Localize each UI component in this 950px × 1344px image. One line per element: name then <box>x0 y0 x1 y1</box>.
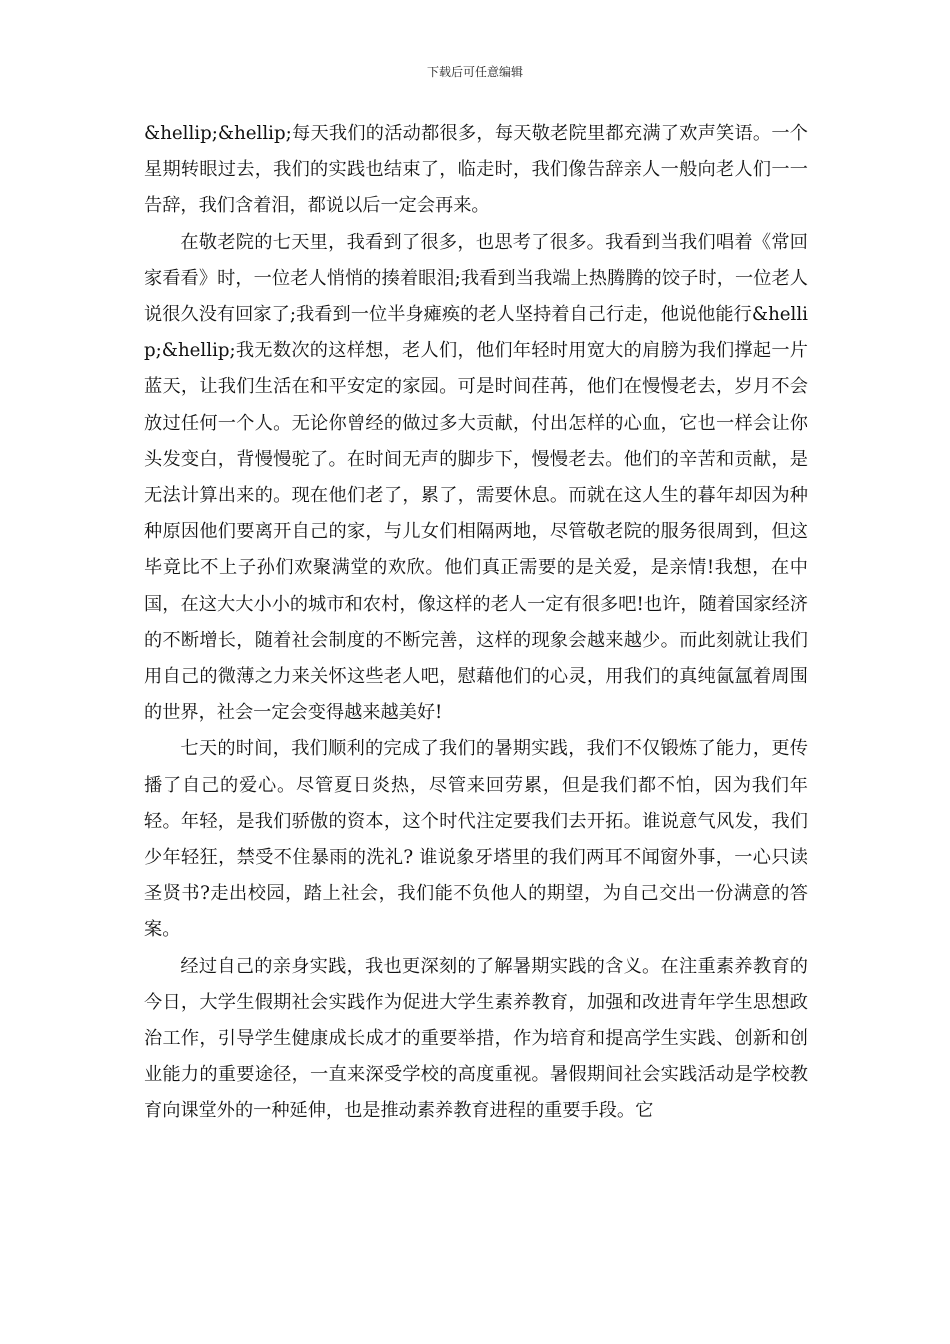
document-body <box>144 116 808 1130</box>
paragraph-1: &hellip;&hellip;每天我们的活动都很多，每天敬老院里都充满了欢声笑语。一个星期转眼过去，我们的实践也结束了，临走时，我们像告辞亲人一般向老人们一一告辞，我们含着泪，都说以后一定会再来。 <box>144 123 808 217</box>
paragraph-4: 经过自己的亲身实践，我也更深刻的了解暑期实践的含义。在注重素养教育的今日，大学生假期社会实践作为促进大学生素养教育，加强和改进青年学生思想政治工作，引导学生健康成长成才的重要举措，作为培育和提高学生实践、创新和创业能力的重要途径，一直来深受学校的高度重视。暑假期间社会实践活动是学校教育向课堂外的一种延伸，也是推动素养教育进程的重要手段。它 <box>144 955 808 1122</box>
page-header: 下载后可任意编辑 <box>426 65 523 79</box>
paragraph-3: 七天的时间，我们顺利的完成了我们的暑期实践，我们不仅锻炼了能力，更传播了自己的爱心。尽管夏日炎热，尽管来回劳累，但是我们都不怕，因为我们年轻。年轻，是我们骄傲的资本，这个时代注定要我们去开拓。谁说意气风发，我们少年轻狂，禁受不住暴雨的洗礼? 谁说象牙塔里的我们两耳不闻窗外事，一心只读圣贤书?走出校园，踏上社会，我们能不负他人的期望，为自己交出一份满意的答案。 <box>144 738 808 941</box>
paragraph-2: 在敬老院的七天里，我看到了很多，也思考了很多。我看到当我们唱着《常回家看看》时，一位老人悄悄的揍着眼泪;我看到当我端上热腾腾的饺子时，一位老人说很久没有回家了;我看到一位半身瘫痪的老人坚持着自己行走，他说他能行&hellip;&hellip;我无数次的这样想，老人们，他们年轻时用宽大的肩膀为我们撑起一片蓝天，让我们生活在和平安定的家园。可是时间荏苒，他们在慢慢老去，岁月不会放过任何一个人。无论你曾经的做过多大贡献，付出怎样的心血，它也一样会让你头发变白，背慢慢驼了。在时间无声的脚步下，慢慢老去。他们的辛苦和贡献，是无法计算出来的。现在他们老了，累了，需要休息。而就在这人生的暮年却因为种种原因他们要离开自己的家，与儿女们相隔两地，尽管敬老院的服务很周到，但这毕竟比不上子孙们欢聚满堂的欢欣。他们真正需要的是关爱，是亲情!我想，在中国，在这大大小小的城市和农村，像这样的老人一定有很多吧!也许，随着国家经济的不断增长，随着社会制度的不断完善，这样的现象会越来越少。而此刻就让我们用自己的微薄之力来关怀这些老人吧，慰藉他们的心灵，用我们的真纯氤氲着周围的世界，社会一定会变得越来越美好! <box>144 231 808 724</box>
